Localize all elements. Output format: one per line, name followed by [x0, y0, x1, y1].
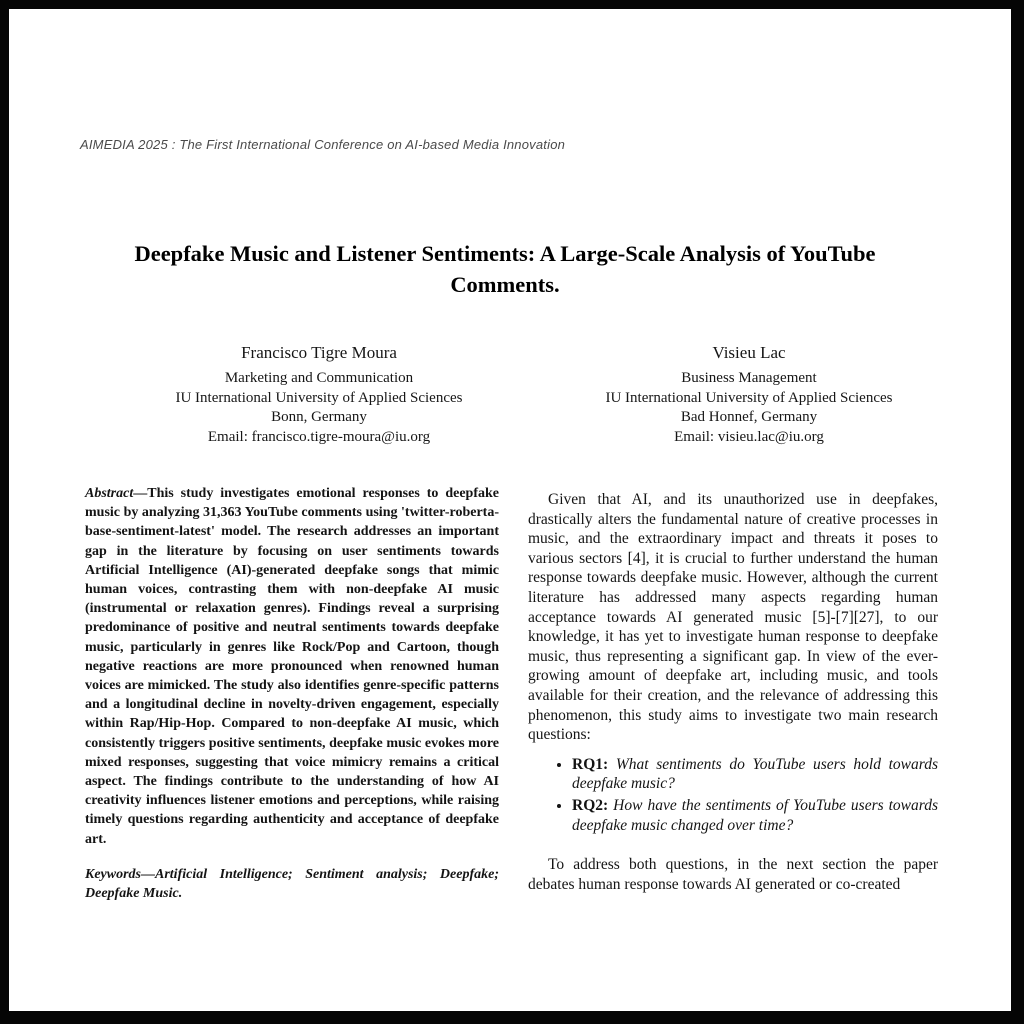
author-department: Business Management: [681, 370, 817, 386]
paper-title-line2: Comments.: [450, 272, 560, 297]
author-university: IU International University of Applied Sciences: [175, 389, 463, 406]
author-right: [534, 343, 964, 447]
research-questions-list: [528, 755, 938, 835]
rq1-label: RQ1:: [572, 755, 609, 773]
authors-block: [104, 343, 964, 447]
body-paragraph-1: Given that AI, and its unauthorized use in deepfakes, drastically alters the fundamental nature of creative processes in music, and the extraordinary impact and threats it poses to various sectors [4], it is crucial to further understand the human response towards deepfake music. However, although the current literature has addressed many aspects regarding human acceptance towards AI generated music [5]-[7][27], to our knowledge, it has yet to investigate human response to deepfake music, thus representing a significant gap. In view of the ever-growing amount of deepfake art, including music, and tools available for their creation, and the relevance of addressing this phenomenon, this study aims to investigate two main research questions:: [528, 491, 938, 744]
paper-page: [9, 9, 1011, 1011]
author-email: Email: visieu.lac@iu.org: [674, 428, 824, 445]
rq2-label: RQ2:: [572, 796, 609, 814]
keywords-text: Artificial Intelligence; Sentiment analysis; Deepfake; Deepfake Music.: [85, 866, 499, 902]
rq1-text: What sentiments do YouTube users hold towards deepfake music?: [572, 755, 938, 793]
author-email: Email: francisco.tigre-moura@iu.org: [207, 428, 431, 445]
conference-header: AIMEDIA 2025 : The First International Conference on AI-based Media Innovation: [80, 137, 566, 152]
abstract-paragraph: [85, 484, 499, 849]
abstract-dash: —: [133, 486, 148, 501]
abstract-text: This study investigates emotional responses to deepfake music by analyzing 31,363 YouTube comments using 'twitter-roberta-base-sentiment-latest' model. The research addresses an important gap in the literature by focusing on user sentiments towards Artificial Intelligence (AI)-generated deepfake songs that mimic human voices, contrasting them with non-deepfake AI music (instrumental or relaxation genres). Findings reveal a surprising predominance of positive and neutral sentiments towards deepfake music, particularly in genres like Rock/Pop and Cartoon, though negative reactions are more pronounced when renowned human voices are mimicked. The study also identifies genre-specific patterns and a longitudinal decline in novelty-driven engagement, especially within Rap/Hip-Hop. Compared to non-deepfake AI music, which consistently triggers positive sentiments, deepfake music evokes more mixed responses, suggesting that voice mimicry remains a critical aspect. The findings contribute to the understanding of how AI creativity influences listener emotions and perceptions, while raising timely questions regarding authenticity and acceptance of deepfake art.: [85, 486, 499, 847]
keywords-label: Keywords: [85, 866, 141, 882]
rq2-text: How have the sentiments of YouTube users towards deepfake music changed over time?: [572, 796, 938, 834]
body-paragraph-2: To address both questions, in the next section the paper debates human response towards AI generated or co-created: [528, 856, 938, 893]
author-university: IU International University of Applied Sciences: [605, 389, 893, 406]
author-location: Bad Honnef, Germany: [680, 409, 818, 425]
author-location: Bonn, Germany: [271, 409, 367, 425]
author-name: Francisco Tigre Moura: [241, 343, 397, 362]
keywords-dash: —: [141, 866, 155, 882]
research-question-2: [572, 796, 938, 835]
author-department: Marketing and Communication: [224, 370, 414, 386]
left-column: [85, 484, 499, 903]
keywords-paragraph: [85, 865, 499, 903]
paper-title: [59, 238, 951, 300]
right-column: [528, 490, 938, 893]
research-question-1: [572, 755, 938, 794]
author-left: [104, 343, 534, 447]
author-name: Visieu Lac: [712, 343, 786, 362]
paper-title-line1: Deepfake Music and Listener Sentiments: A Large-Scale Analysis of YouTube: [134, 241, 876, 266]
abstract-label: Abstract: [85, 486, 134, 501]
